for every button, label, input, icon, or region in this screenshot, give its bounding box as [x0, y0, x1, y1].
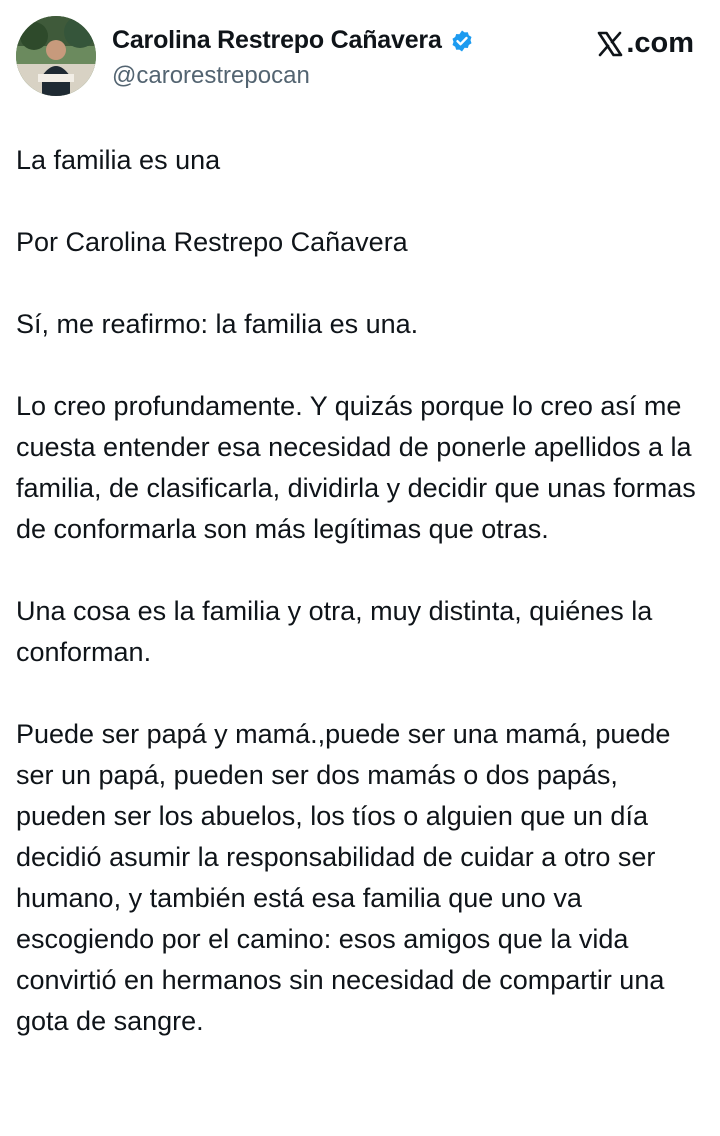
display-name[interactable]: Carolina Restrepo Cañavera [112, 26, 442, 54]
tweet-paragraph: Por Carolina Restrepo Cañavera [16, 227, 408, 257]
tweet-paragraph: Lo creo profundamente. Y quizás porque lo creo así me cuesta entender esa necesidad de ponerle apellidos a la familia, de clasificarla, dividirla y decidir que unas formas de conformarla son más legítimas que otras. [16, 391, 696, 544]
tweet-paragraph: Una cosa es la familia y otra, muy distinta, quiénes la conforman. [16, 596, 653, 667]
brand-domain: .com [626, 27, 694, 59]
tweet-paragraph: La familia es una [16, 145, 221, 175]
verified-badge-icon [450, 29, 474, 53]
x-logo-icon [596, 30, 624, 58]
tweet-paragraph: Sí, me reafirmo: la familia es una. [16, 309, 419, 339]
tweet-header [0, 0, 720, 110]
brand-logo [596, 27, 694, 60]
user-handle[interactable]: @carorestrepocan [112, 62, 310, 89]
tweet-paragraph: Puede ser papá y mamá.,puede ser una mamá, puede ser un papá, pueden ser dos mamás o dos papás, pueden ser los abuelos, los tíos o alguien que un día decidió asumir la responsabilidad de cuidar a otro ser humano, y también está esa familia que uno va escogiendo por el camino: esos amigos que la vida convirtió en hermanos sin necesidad de compartir una gota de sangre. [16, 719, 671, 1036]
profile-photo-image [16, 16, 96, 96]
avatar[interactable] [16, 16, 96, 96]
name-row [112, 26, 474, 55]
tweet-text [16, 140, 706, 1042]
